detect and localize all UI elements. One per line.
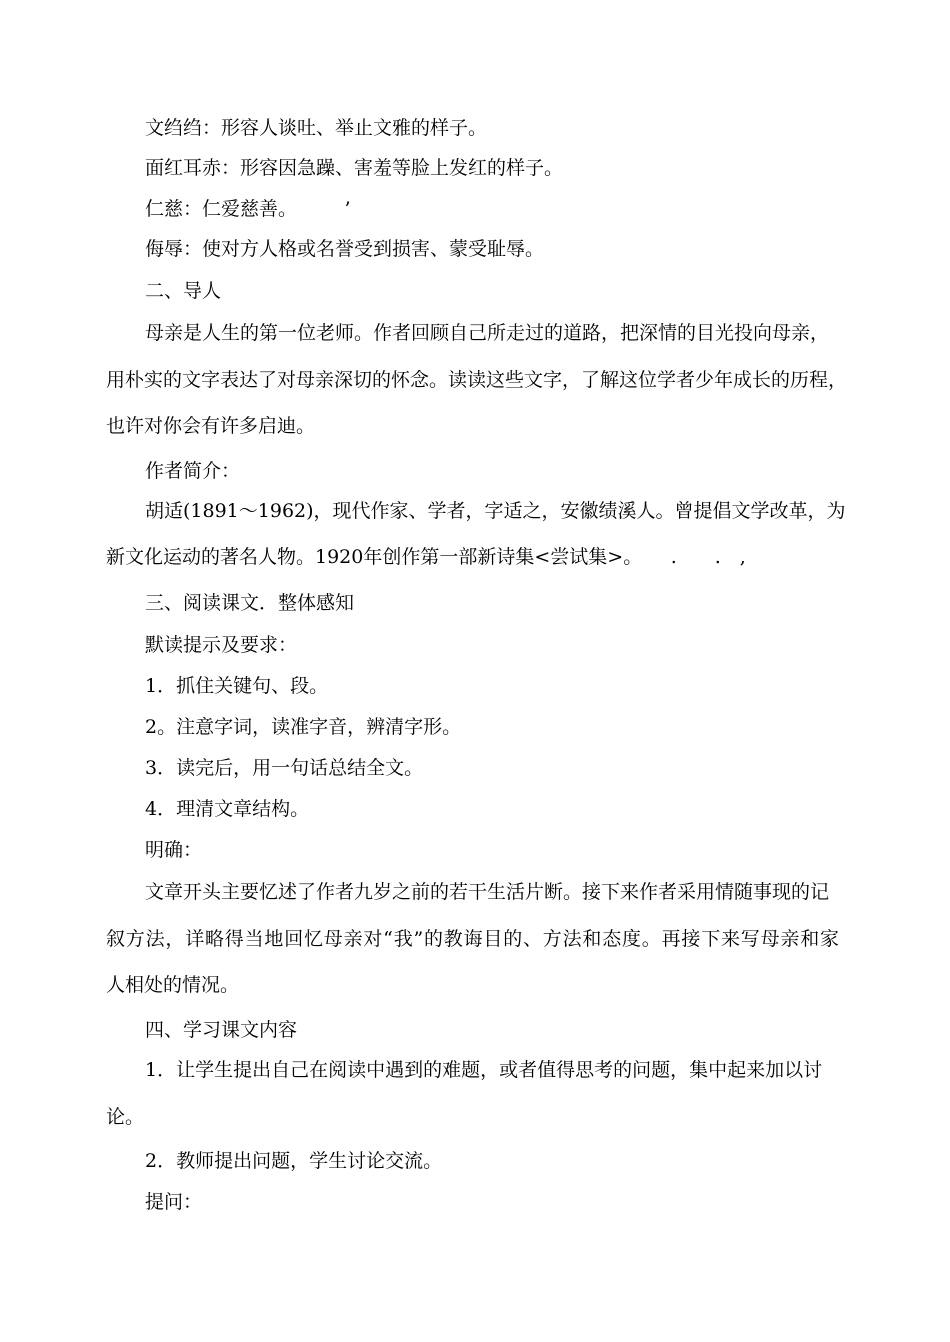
definition-renci: 仁慈：仁爱慈善。 ’ (145, 198, 351, 220)
section-heading-content: 四、学习课文内容 (145, 1019, 298, 1041)
paragraph-clarification-line: 叙方法，详略得当地回忆母亲对“我”的教诲目的、方法和态度。再接下来写母亲和家 (106, 928, 839, 950)
section-heading-introduction: 二、导人 (145, 280, 222, 302)
content-item-line: 2．教师提出问题，学生讨论交流。 (145, 1150, 443, 1172)
definition-mianhongerchi: 面红耳赤：形容因急躁、害羞等脸上发红的样子。 (145, 157, 564, 179)
reading-requirement-item: 2。注意字词，读准字音，辨清字形。 (145, 716, 462, 738)
paragraph-intro-line: 母亲是人生的第一位老师。作者回顾自己所走过的道路，把深情的目光投向母亲， (145, 322, 830, 344)
section-heading-author-bio: 作者简介： (145, 460, 241, 482)
paragraph-intro-line: 用朴实的文字表达了对母亲深切的怀念。读读这些文字，了解这位学者少年成长的历程， (106, 369, 848, 391)
definition-wenzhouzhou: 文绉绉：形容人谈吐、举止文雅的样子。 (145, 117, 488, 139)
paragraph-intro-line: 也许对你会有许多启迪。 (106, 415, 316, 437)
paragraph-clarification-line: 人相处的情况。 (106, 974, 240, 996)
question-label: 提问： (145, 1191, 203, 1213)
clarification-label: 明确： (145, 839, 203, 861)
reading-prompt-label: 默读提示及要求： (145, 634, 298, 656)
content-item-line: 论。 (106, 1106, 145, 1128)
paragraph-clarification-line: 文章开头主要忆述了作者九岁之前的若干生活片断。接下来作者采用情随事现的记 (145, 881, 830, 903)
content-item-line: 1．让学生提出自己在阅读中遇到的难题，或者值得思考的问题，集中起来加以讨 (145, 1059, 823, 1081)
reading-requirement-item: 3．读完后，用一句话总结全文。 (145, 757, 424, 779)
definition-wuru: 侮辱：使对方人格或名誉受到损害、蒙受耻辱。 (145, 238, 545, 260)
paragraph-author-line: 胡适(1891～1962)，现代作家、学者，字适之，安徽绩溪人。曾提倡文学改革，为 (145, 500, 846, 522)
reading-requirement-item: 1．抓住关键句、段。 (145, 675, 329, 697)
paragraph-author-line: 新文化运动的著名人物。1920年创作第一部新诗集<尝试集>。 . . , (106, 546, 746, 568)
section-heading-reading: 三、阅读课文．整体感知 (145, 592, 355, 614)
reading-requirement-item: 4．理清文章结构。 (145, 798, 310, 820)
